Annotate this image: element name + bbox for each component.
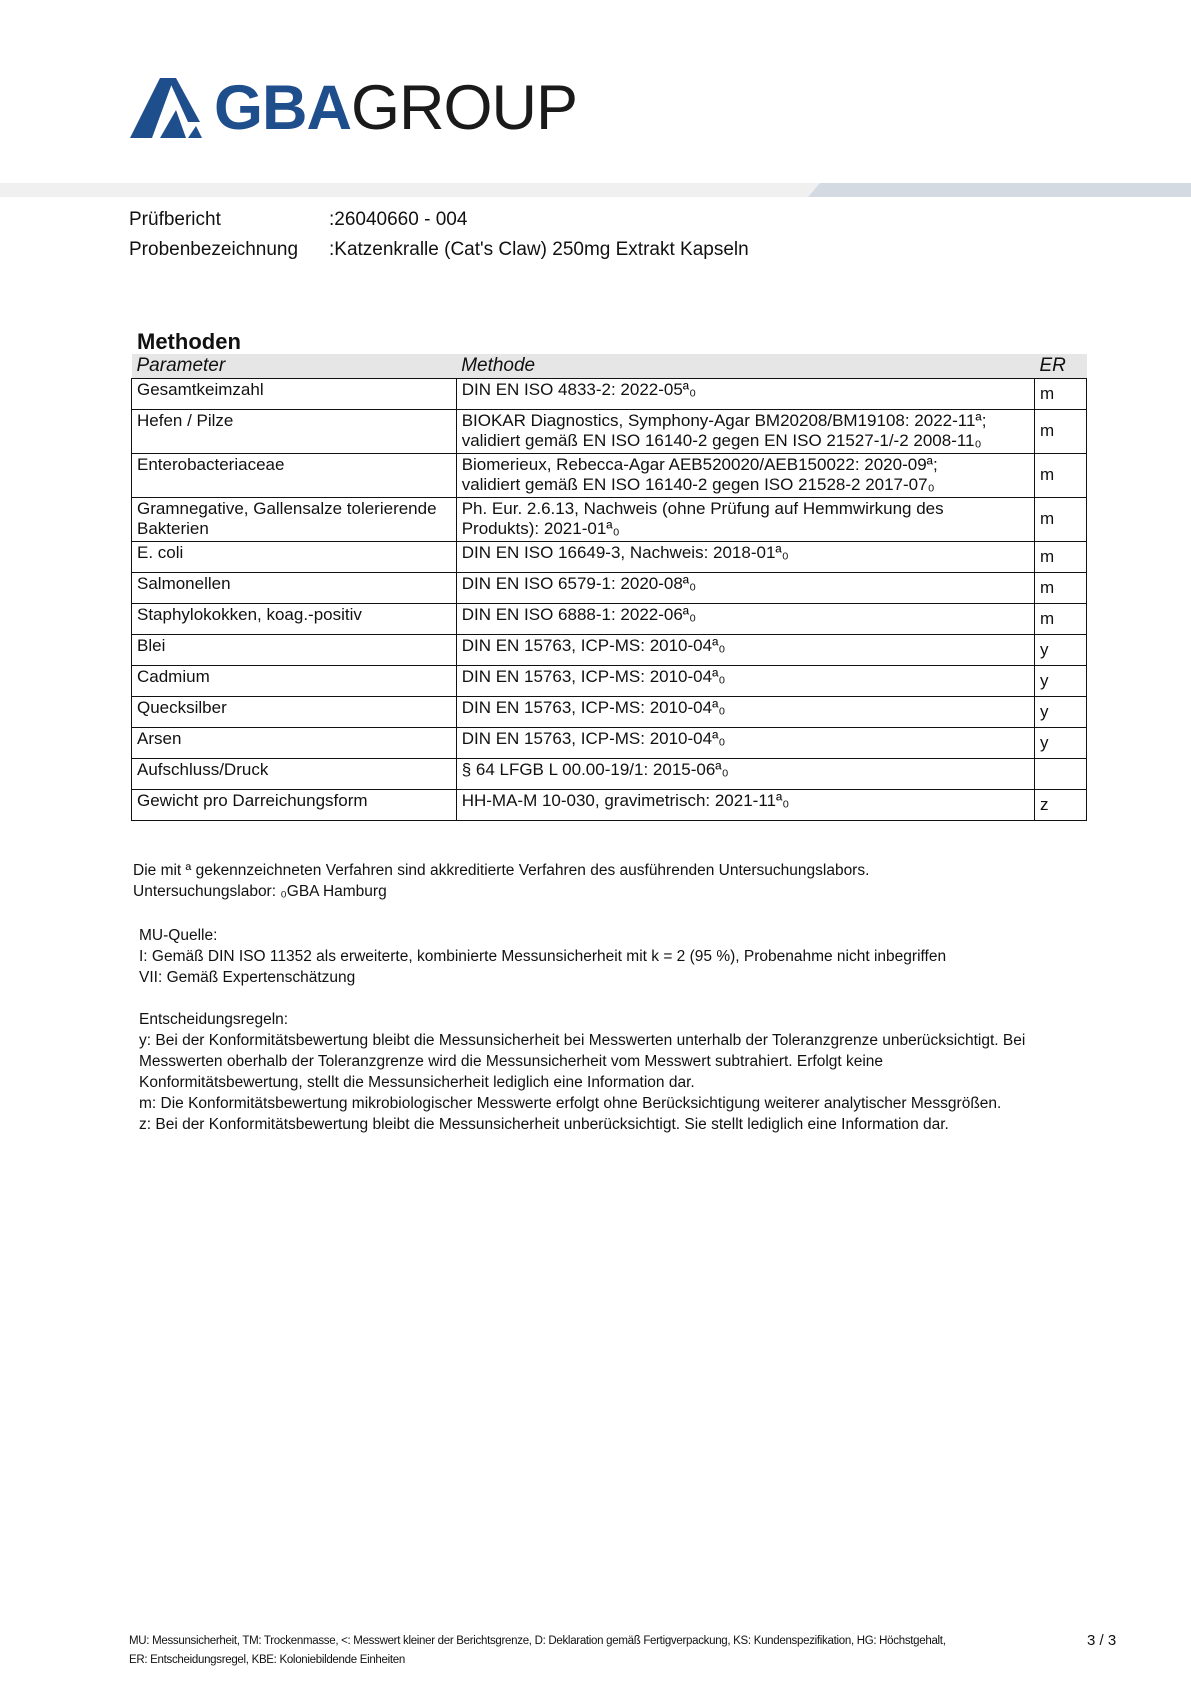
table-row <box>132 635 1087 666</box>
method-cell <box>456 790 1034 821</box>
table-row <box>132 410 1087 454</box>
param-cell: Hefen / Pilze <box>132 410 457 454</box>
method-cell <box>456 379 1034 410</box>
er-cell: m <box>1035 604 1087 635</box>
method-line: BIOKAR Diagnostics, Symphony-Agar BM20208/BM19108: 2022-11ª; <box>461 411 987 430</box>
accredited-note: Die mit ª gekennzeichneten Verfahren sind akkreditierte Verfahren des ausführenden Untersuchungslabors. <box>133 862 870 879</box>
method-line: DIN EN 15763, ICP-MS: 2010-04ª₀ <box>461 636 726 655</box>
er-cell: y <box>1035 666 1087 697</box>
er-cell: m <box>1035 379 1087 410</box>
footer-legend-line-1: MU: Messunsicherheit, TM: Trockenmasse, <: Messwert kleiner der Berichtsgrenze, D: Deklaration gemäß Fertigverpackung, KS: Kundenspezifikation, HG: Höchstgehalt, <box>129 1635 946 1647</box>
lab-note: Untersuchungslabor: ₀GBA Hamburg <box>133 883 387 900</box>
mu-line-2: VII: Gemäß Expertenschätzung <box>139 969 356 986</box>
method-line: validiert gemäß EN ISO 16140-2 gegen ISO 21528-2 2017-07₀ <box>461 475 935 494</box>
param-cell: Gramnegative, Gallensalze tolerierende Bakterien <box>132 498 457 542</box>
sample-name-value: :Katzenkralle (Cat's Claw) 250mg Extrakt Kapseln <box>329 239 749 260</box>
mu-title: MU-Quelle: <box>139 927 218 944</box>
table-row <box>132 697 1087 728</box>
methods-header-row <box>132 354 1087 379</box>
table-row <box>132 454 1087 498</box>
er-cell: y <box>1035 697 1087 728</box>
table-row <box>132 728 1087 759</box>
table-row <box>132 542 1087 573</box>
table-row <box>132 790 1087 821</box>
mu-line-1: I: Gemäß DIN ISO 11352 als erweiterte, kombinierte Messunsicherheit mit k = 2 (95 %), Probenahme nicht inbegriffen <box>139 948 947 965</box>
param-cell: Salmonellen <box>132 573 457 604</box>
method-line: HH-MA-M 10-030, gravimetrisch: 2021-11ª₀ <box>461 791 790 810</box>
header-er: ER <box>1035 354 1087 379</box>
method-cell <box>456 635 1034 666</box>
method-cell <box>456 697 1034 728</box>
rules-title: Entscheidungsregeln: <box>139 1011 289 1028</box>
header-method: Methode <box>456 354 1034 379</box>
sample-name-label: Probenbezeichnung <box>129 239 299 260</box>
method-cell <box>456 573 1034 604</box>
er-cell: y <box>1035 635 1087 666</box>
method-cell <box>456 604 1034 635</box>
logo-wordmark <box>214 70 577 146</box>
method-cell <box>456 759 1034 790</box>
logo-text-bold: GBA <box>214 73 351 143</box>
method-line: DIN EN ISO 6888-1: 2022-06ª₀ <box>461 605 697 624</box>
methods-table <box>131 354 1087 821</box>
rules-line: Messwerten oberhalb der Toleranzgrenze wird die Messunsicherheit vom Messwert subtrahiert. Erfolgt keine <box>139 1053 884 1070</box>
method-cell <box>456 666 1034 697</box>
er-cell: m <box>1035 573 1087 604</box>
logo-text-light: GROUP <box>351 73 578 143</box>
footer-legend-line-2: ER: Entscheidungsregel, KBE: Koloniebildende Einheiten <box>129 1654 405 1666</box>
param-cell: Quecksilber <box>132 697 457 728</box>
er-cell: m <box>1035 410 1087 454</box>
er-cell: y <box>1035 728 1087 759</box>
method-line: DIN EN ISO 4833-2: 2022-05ª₀ <box>461 380 697 399</box>
param-cell: Blei <box>132 635 457 666</box>
er-cell: z <box>1035 790 1087 821</box>
rules-line: z: Bei der Konformitätsbewertung bleibt die Messunsicherheit unberücksichtigt. Sie stellt lediglich eine Information dar. <box>139 1116 949 1133</box>
method-line: DIN EN ISO 16649-3, Nachweis: 2018-01ª₀ <box>461 543 789 562</box>
method-line: § 64 LFGB L 00.00-19/1: 2015-06ª₀ <box>461 760 729 779</box>
er-cell: m <box>1035 498 1087 542</box>
method-line: DIN EN 15763, ICP-MS: 2010-04ª₀ <box>461 698 726 717</box>
method-line: DIN EN 15763, ICP-MS: 2010-04ª₀ <box>461 667 726 686</box>
param-cell: Staphylokokken, koag.-positiv <box>132 604 457 635</box>
param-cell: Gewicht pro Darreichungsform <box>132 790 457 821</box>
method-cell <box>456 410 1034 454</box>
method-line: Biomerieux, Rebecca-Agar AEB520020/AEB150022: 2020-09ª; <box>461 455 938 474</box>
method-line: DIN EN 15763, ICP-MS: 2010-04ª₀ <box>461 729 726 748</box>
method-cell <box>456 542 1034 573</box>
er-cell: m <box>1035 454 1087 498</box>
page-number: 3 / 3 <box>1087 1632 1117 1649</box>
param-cell: Arsen <box>132 728 457 759</box>
table-row <box>132 666 1087 697</box>
table-row <box>132 498 1087 542</box>
rules-line: m: Die Konformitätsbewertung mikrobiologischer Messwerte erfolgt ohne Berücksichtigung weiterer analytischer Messgrößen. <box>139 1095 1002 1112</box>
method-line: validiert gemäß EN ISO 16140-2 gegen EN ISO 21527-1/-2 2008-11₀ <box>461 431 982 450</box>
header-band <box>0 183 1191 197</box>
table-row <box>132 379 1087 410</box>
method-cell <box>456 454 1034 498</box>
param-cell: Cadmium <box>132 666 457 697</box>
method-cell <box>456 498 1034 542</box>
method-line: DIN EN ISO 6579-1: 2020-08ª₀ <box>461 574 697 593</box>
er-cell <box>1035 759 1087 790</box>
methods-title: Methoden <box>137 329 241 354</box>
param-cell: Enterobacteriaceae <box>132 454 457 498</box>
er-cell: m <box>1035 542 1087 573</box>
header-parameter: Parameter <box>132 354 457 379</box>
report-number-label: Prüfbericht <box>129 209 221 230</box>
table-row <box>132 604 1087 635</box>
param-cell: Aufschluss/Druck <box>132 759 457 790</box>
rules-line: Konformitätsbewertung, stellt die Messunsicherheit lediglich eine Information dar. <box>139 1074 695 1091</box>
method-line: Produkts): 2021-01ª₀ <box>461 519 620 538</box>
report-number-value: :26040660 - 004 <box>329 209 468 230</box>
table-row <box>132 573 1087 604</box>
param-cell: E. coli <box>132 542 457 573</box>
gba-mountain-icon <box>130 76 212 140</box>
method-cell <box>456 728 1034 759</box>
method-line: Ph. Eur. 2.6.13, Nachweis (ohne Prüfung auf Hemmwirkung des <box>461 499 944 518</box>
company-logo <box>130 73 690 143</box>
param-cell: Gesamtkeimzahl <box>132 379 457 410</box>
table-row <box>132 759 1087 790</box>
rules-line: y: Bei der Konformitätsbewertung bleibt die Messunsicherheit bei Messwerten unterhalb der Toleranzgrenze unberücksichtigt. Bei <box>139 1032 1026 1049</box>
